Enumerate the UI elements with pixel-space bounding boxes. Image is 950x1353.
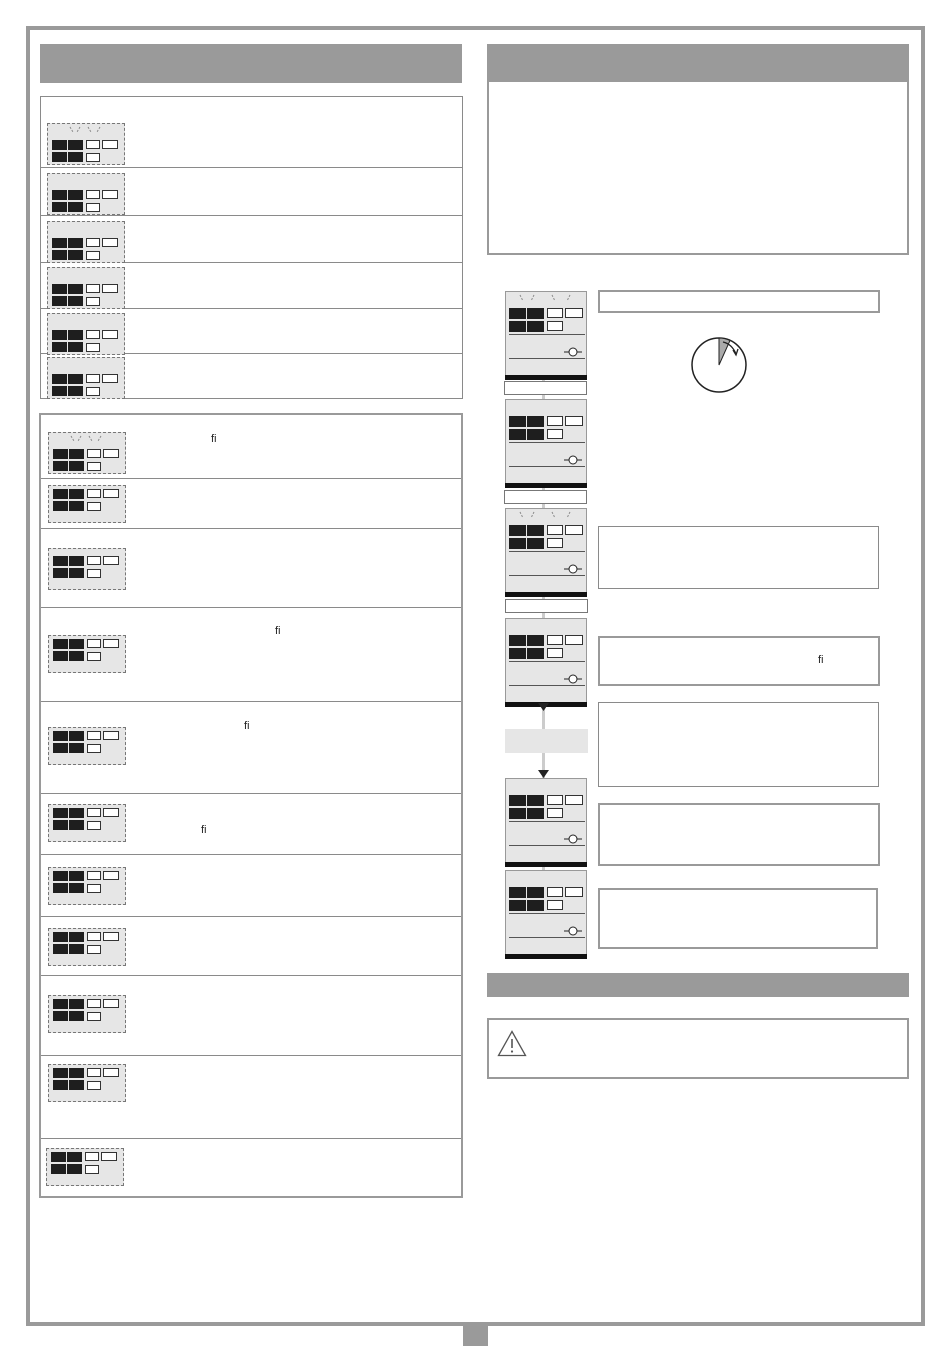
step-5-text-box xyxy=(598,702,879,787)
step-label-box xyxy=(505,599,588,613)
warning-section-header xyxy=(487,973,909,997)
device-panel xyxy=(505,618,587,704)
blink-rays-icon xyxy=(67,434,111,446)
step-label-box xyxy=(504,490,587,504)
keypad-icon xyxy=(47,221,125,263)
keypad-icon xyxy=(47,313,125,355)
device-panel xyxy=(505,399,587,485)
keypad-icon xyxy=(48,995,126,1033)
step-label-box xyxy=(504,381,587,395)
keypad-icon xyxy=(48,867,126,905)
ligature-text: ﬁ xyxy=(275,625,281,637)
device-panel xyxy=(505,870,587,956)
keypad-icon xyxy=(48,1064,126,1102)
plug-icon xyxy=(564,834,582,844)
step-4-text-box xyxy=(598,636,880,686)
keypad-icon xyxy=(46,1148,124,1186)
plug-icon xyxy=(564,564,582,574)
step-7-text-box xyxy=(598,888,878,949)
blink-rays-icon xyxy=(66,125,110,137)
device-panel-blinking xyxy=(505,508,587,594)
keypad-blinking-icon xyxy=(48,432,126,474)
keypad-icon xyxy=(47,357,125,399)
keypad-icon xyxy=(48,727,126,765)
ligature-text: ﬁ xyxy=(244,720,250,732)
ligature-text: ﬁ xyxy=(211,433,217,445)
plug-icon xyxy=(564,926,582,936)
step-3-text-box xyxy=(598,526,879,589)
plug-icon xyxy=(564,455,582,465)
left-section-header xyxy=(40,44,462,83)
arrow-down-icon xyxy=(538,703,549,712)
warning-box xyxy=(487,1018,909,1079)
intro-text-box xyxy=(487,82,909,255)
warning-triangle-icon xyxy=(497,1030,527,1057)
step-1-text-box xyxy=(598,290,880,313)
step-6-text-box xyxy=(598,803,880,866)
blink-rays-icon xyxy=(514,293,580,305)
plug-icon xyxy=(564,347,582,357)
ligature-text: ﬁ xyxy=(818,654,824,666)
keypad-icon xyxy=(48,804,126,842)
keypad-icon xyxy=(48,548,126,590)
intermediate-step-box xyxy=(505,729,588,753)
indicator-table-a xyxy=(40,96,463,399)
page-number-tab xyxy=(463,1325,488,1346)
device-panel xyxy=(505,778,587,864)
plug-icon xyxy=(564,674,582,684)
keypad-icon xyxy=(48,928,126,966)
ligature-text: ﬁ xyxy=(201,824,207,836)
right-section-header xyxy=(487,44,909,83)
blink-rays-icon xyxy=(514,510,580,522)
keypad-icon xyxy=(47,267,125,309)
device-panel-blinking xyxy=(505,291,587,377)
timer-clock-icon xyxy=(690,335,748,395)
keypad-icon xyxy=(48,485,126,523)
indicator-table-b xyxy=(39,413,463,1198)
keypad-icon xyxy=(48,635,126,673)
keypad-icon xyxy=(47,173,125,215)
keypad-blinking-icon xyxy=(47,123,125,165)
